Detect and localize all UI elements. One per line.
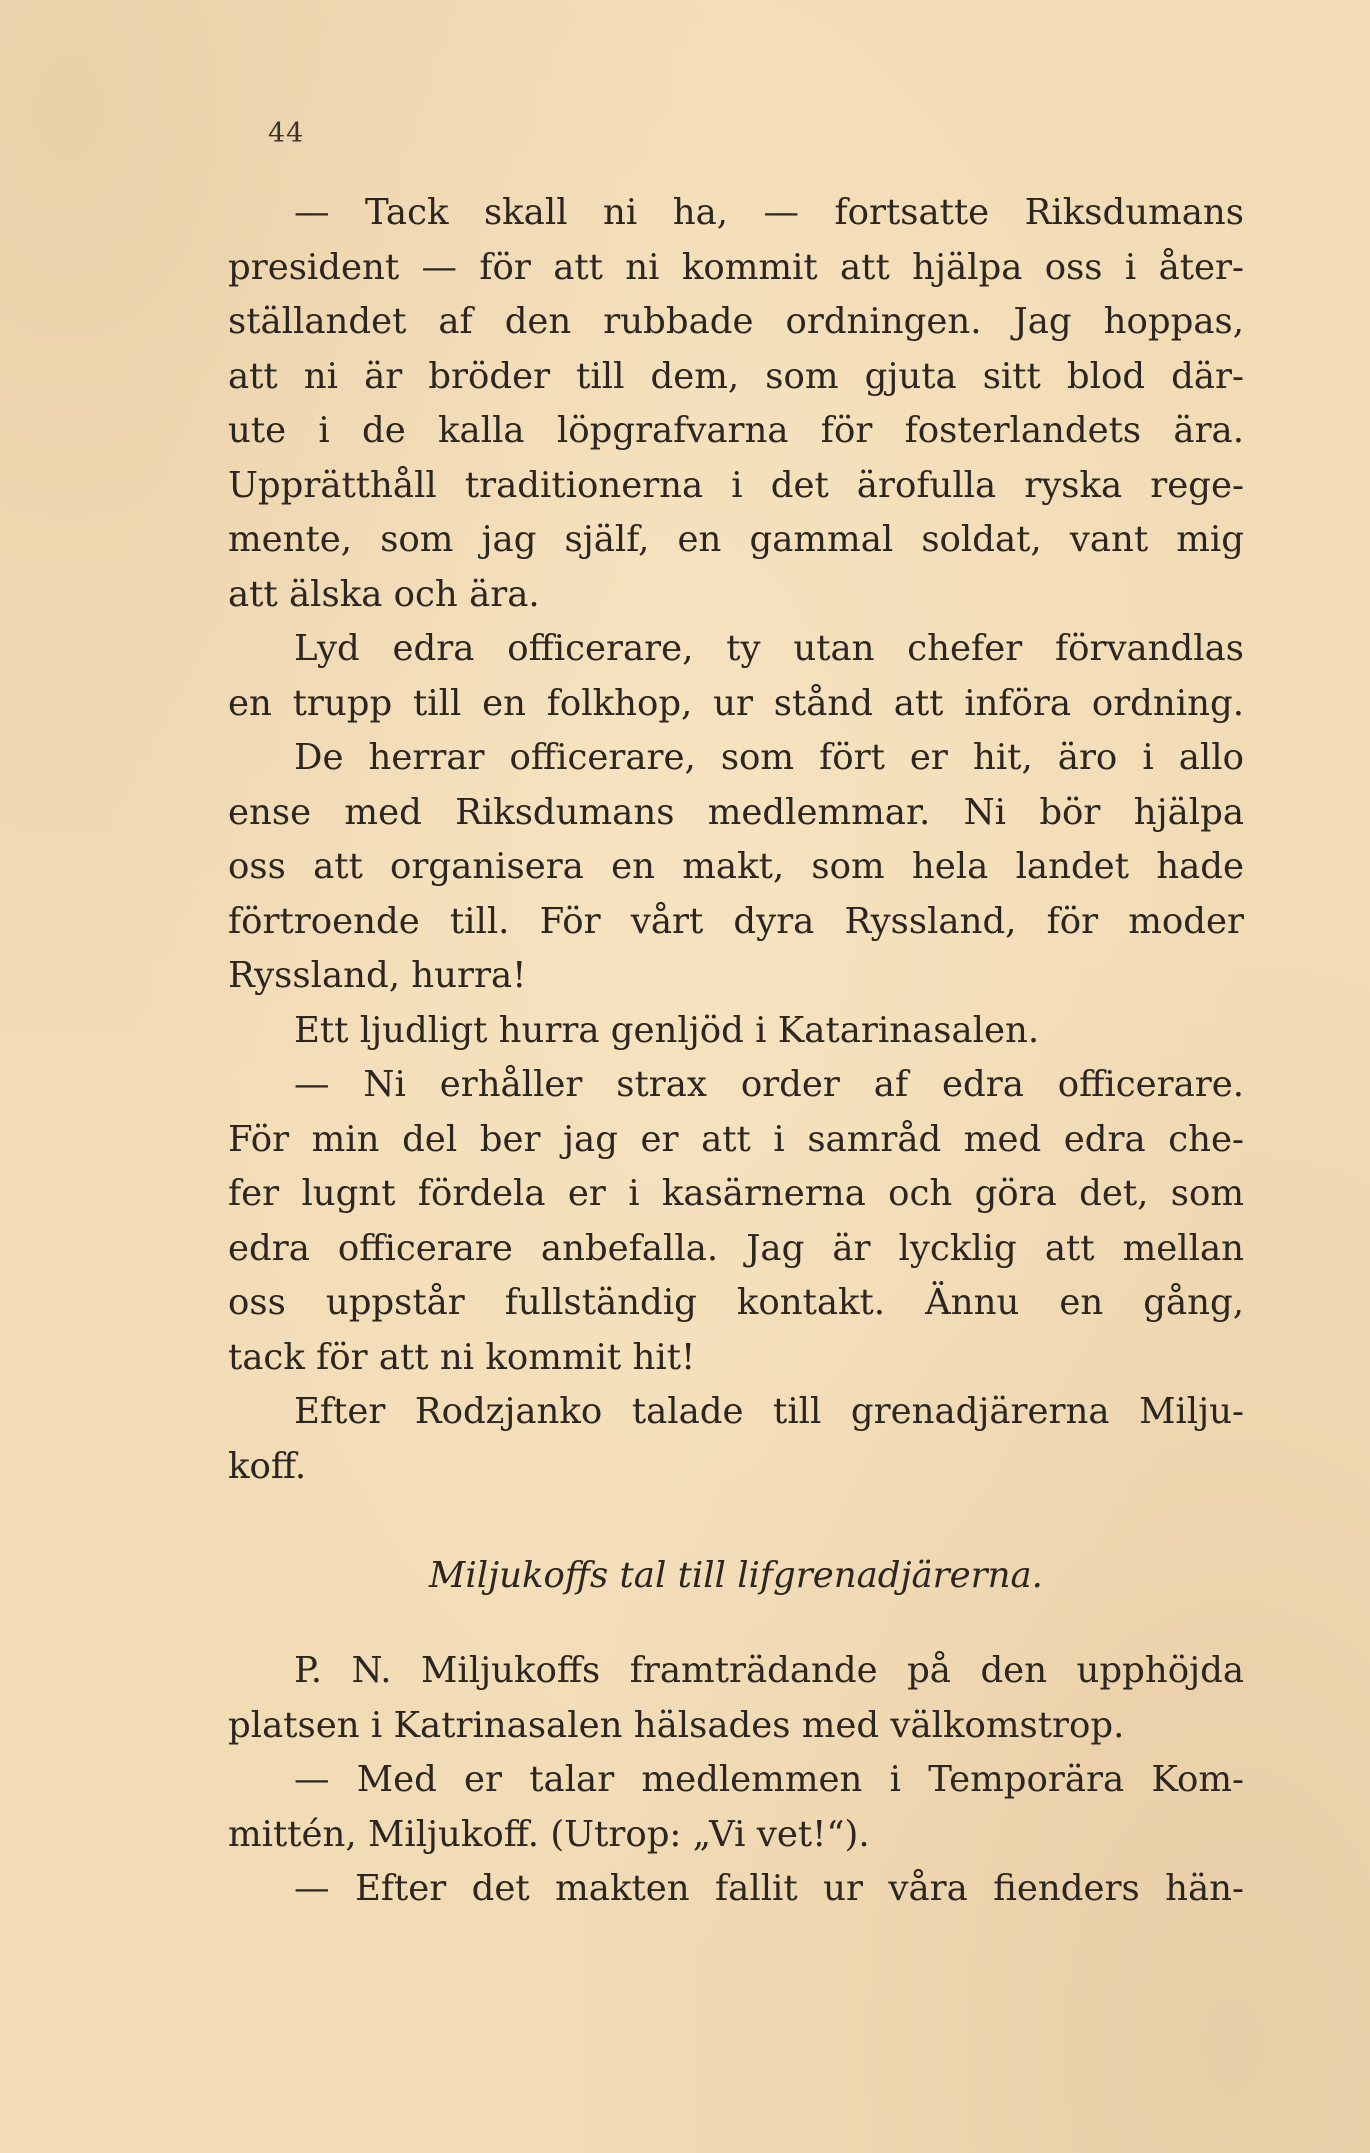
text-line: Ryssland, hurra!: [228, 955, 527, 996]
text-line: platsen i Katrinasalen hälsades med välkomstrop.: [228, 1704, 1125, 1746]
text-line: P. N. Miljukoffs framträdande på den upphöjda: [294, 1650, 1244, 1691]
text-line: att älska och ära.: [228, 573, 540, 615]
section-gap: [228, 1494, 1244, 1549]
text-line: mente, som jag själf, en gammal soldat, vant mig: [228, 519, 1244, 560]
section-heading: Miljukoffs tal till lifgrenadjärerna.: [429, 1554, 1043, 1596]
text-line: oss uppstår fullständig kontakt. Ännu en gång,: [228, 1282, 1244, 1323]
text-line: edra officerare anbefalla. Jag är lycklig att mellan: [228, 1227, 1244, 1269]
text-line: tack för att ni kommit hit!: [228, 1336, 696, 1378]
text-line: För min del ber jag er att i samråd med edra che-: [228, 1118, 1244, 1160]
text-line: Lyd edra officerare, ty utan chefer förvandlas: [294, 628, 1244, 669]
text-line: Efter Rodzjanko talade till grenadjärerna Milju-: [294, 1391, 1244, 1432]
text-line: ställandet af den rubbade ordningen. Jag hoppas,: [228, 301, 1244, 342]
text-line: De herrar officerare, som fört er hit, äro i allo: [294, 737, 1244, 778]
text-line: — Med er talar medlemmen i Temporära Kom-: [294, 1759, 1244, 1800]
text-line: — Ni erhåller strax order af edra officerare.: [294, 1064, 1244, 1105]
text-line: en trupp till en folkhop, ur stånd att införa ordning.: [228, 682, 1244, 724]
body-text: [228, 186, 1244, 1917]
text-line: president — för att ni kommit att hjälpa oss i åter-: [228, 246, 1244, 288]
text-line: — Tack skall ni ha, — fortsatte Riksdumans: [294, 192, 1244, 233]
text-line: mittén, Miljukoff. (Utrop: „Vi vet!“).: [228, 1813, 870, 1855]
text-line: ense med Riksdumans medlemmar. Ni bör hjälpa: [228, 791, 1244, 833]
page-number: 44: [268, 118, 305, 149]
text-line: förtroende till. För vårt dyra Ryssland, för moder: [228, 900, 1244, 942]
text-line: Upprätthåll traditionerna i det ärofulla ryska rege-: [228, 464, 1244, 506]
text-line: att ni är bröder till dem, som gjuta sitt blod där-: [228, 355, 1244, 397]
text-line: koff.: [228, 1445, 307, 1487]
text-line: Ett ljudligt hurra genljöd i Katarinasalen.: [294, 1009, 1040, 1051]
section-gap: [228, 1603, 1244, 1644]
text-line: ute i de kalla löpgrafvarna för fosterlandets ära.: [228, 410, 1244, 451]
text-line: — Efter det makten fallit ur våra fienders hän-: [294, 1868, 1244, 1909]
text-line: fer lugnt fördela er i kasärnerna och göra det, som: [228, 1173, 1244, 1214]
text-line: oss att organisera en makt, som hela landet hade: [228, 846, 1244, 887]
